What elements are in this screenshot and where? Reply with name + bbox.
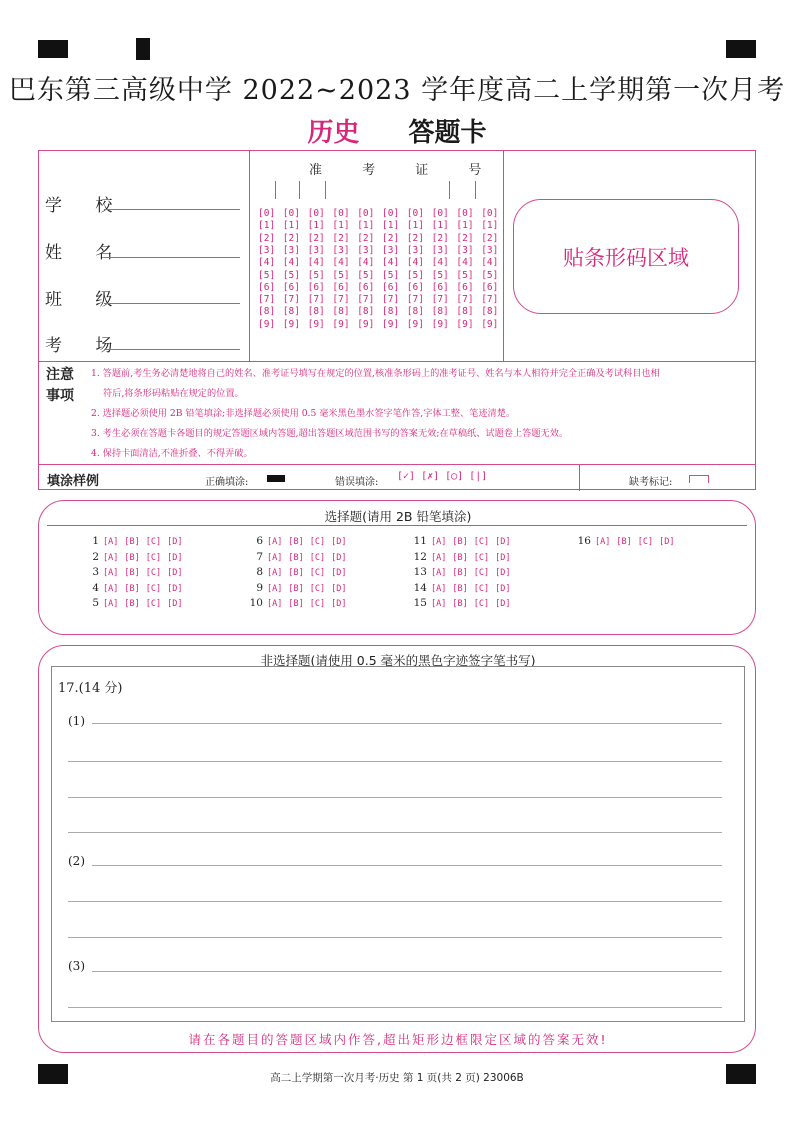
exam-digit-cell[interactable]: [1] (456, 220, 474, 232)
option-bubble[interactable]: [B] (452, 537, 468, 547)
info-box (38, 150, 756, 490)
choice-title: 选择题(请用 2B 铅笔填涂) (324, 509, 472, 524)
exam-digit-cell[interactable]: [5] (282, 269, 300, 281)
exam-number-box-divider (299, 181, 300, 199)
exam-digit-cell[interactable]: [1] (431, 220, 449, 232)
option-bubble[interactable]: [C] (145, 568, 162, 578)
option-bubble[interactable]: [B] (124, 583, 140, 594)
note-item: 3. 考生必须在答题卡各题目的规定答题区域内答题,超出答题区域范围书写的答案无效;在草稿纸、试题卷上答题无效。 (91, 428, 569, 439)
option-bubble[interactable]: [D] (495, 537, 511, 547)
exam-digit-cell[interactable]: [5] (431, 269, 449, 281)
option-bubble[interactable]: [C] (473, 537, 490, 547)
exam-digit-cell[interactable]: [3] (406, 244, 424, 256)
exam-digit-cell[interactable]: [3] (282, 244, 300, 256)
option-bubble[interactable]: [B] (288, 537, 304, 547)
option-bubble[interactable]: [A] (103, 537, 119, 547)
answer-line[interactable] (68, 1007, 722, 1008)
exam-digit-cell[interactable]: [0] (406, 208, 424, 219)
exam-digit-cell[interactable]: [3] (431, 244, 449, 256)
field-label-name: 姓 名 (45, 243, 127, 263)
exam-digit-cell[interactable]: [1] (406, 220, 424, 232)
exam-digit-cell[interactable]: [6] (481, 281, 499, 293)
essay-section (38, 645, 756, 1053)
exam-digit-cell[interactable]: [0] (456, 208, 474, 219)
essay-answer-area[interactable] (51, 666, 745, 1022)
option-bubble[interactable]: [B] (288, 568, 304, 578)
essay-title: 非选择题(请使用 0.5 毫米的黑色字迹签字笔书写) (260, 653, 536, 668)
exam-digit-cell[interactable]: [1] (258, 220, 276, 232)
option-bubble[interactable]: [C] (473, 599, 490, 609)
answer-line[interactable] (68, 937, 722, 938)
choice-question-9 (245, 582, 352, 594)
exam-digit-cell[interactable]: [8] (332, 306, 350, 318)
sample-wrong-label: 错误填涂: (335, 477, 379, 488)
exam-digit-cell[interactable]: [6] (456, 281, 474, 293)
barcode-area: 贴条形码区域 (513, 199, 739, 314)
exam-digit-cell[interactable]: [7] (357, 294, 375, 306)
page-footer: 高二上学期第一次月考·历史 第 1 页(共 2 页) 23006B (270, 1072, 524, 1084)
option-bubble[interactable]: [A] (431, 552, 447, 563)
exam-digit-cell[interactable]: [4] (258, 257, 276, 269)
divider-fields (249, 151, 250, 361)
exam-digit-cell[interactable]: [5] (456, 269, 474, 281)
option-bubble[interactable]: [B] (452, 568, 468, 578)
option-bubble[interactable]: [A] (267, 568, 283, 578)
field-line-room[interactable] (104, 333, 240, 350)
exam-digit-cell[interactable]: [1] (481, 220, 499, 232)
subject-row (0, 112, 794, 149)
exam-digit-cell[interactable]: [3] (332, 244, 350, 256)
absent-label: 缺考标记: (629, 477, 673, 488)
exam-digit-cell[interactable]: [8] (258, 306, 276, 318)
exam-digit-cell[interactable]: [6] (431, 281, 449, 293)
choice-question-13 (409, 566, 516, 578)
exam-digit-cell[interactable]: [0] (258, 208, 276, 219)
question-number: 6 (256, 535, 263, 547)
question-number: 11 (413, 535, 427, 547)
answer-line[interactable] (68, 832, 722, 833)
note-item: 2. 选择题必须使用 2B 铅笔填涂;非选择题必须使用 0.5 毫米黑色墨水签字笔作答,字体工整、笔迹清楚。 (91, 408, 516, 419)
option-bubble[interactable]: [D] (331, 568, 347, 578)
sample-row (39, 465, 755, 491)
exam-digit-cell[interactable]: [2] (382, 232, 400, 244)
exam-digit-cell[interactable]: [7] (431, 294, 449, 306)
exam-digit-cell[interactable]: [2] (406, 232, 424, 244)
exam-digit-cell[interactable]: [1] (307, 220, 325, 232)
answer-line[interactable] (68, 901, 722, 902)
question-number: 3 (92, 566, 99, 578)
question-number: 4 (92, 581, 99, 594)
exam-digit-cell[interactable]: [7] (258, 294, 276, 306)
option-bubble[interactable]: [D] (167, 568, 183, 578)
question-number: 14 (413, 581, 427, 594)
exam-digit-cell[interactable]: [8] (382, 306, 400, 318)
answer-line[interactable] (92, 971, 722, 972)
option-bubble[interactable]: [A] (103, 568, 119, 578)
part-1-label: (1) (68, 714, 85, 728)
exam-digit-cell[interactable]: [1] (282, 220, 300, 232)
exam-digit-cell[interactable]: [5] (481, 269, 499, 281)
exam-digit-cell[interactable]: [9] (406, 318, 424, 330)
exam-digit-cell[interactable]: [6] (357, 281, 375, 293)
exam-digit-cell[interactable]: [0] (481, 208, 499, 219)
exam-digit-cell[interactable]: [2] (282, 232, 300, 244)
exam-digit-cell[interactable]: [8] (282, 306, 300, 318)
option-bubble[interactable]: [A] (431, 599, 447, 609)
exam-digit-cell[interactable]: [2] (431, 232, 449, 244)
choice-question-10 (245, 597, 352, 609)
option-bubble[interactable]: [D] (495, 568, 511, 578)
option-bubble[interactable]: [A] (103, 552, 119, 563)
field-line-name[interactable] (104, 241, 240, 258)
option-bubble[interactable]: [C] (473, 552, 490, 563)
exam-digit-cell[interactable]: [4] (357, 257, 375, 269)
exam-digit-cell[interactable]: [6] (282, 281, 300, 293)
exam-digit-cell[interactable]: [0] (332, 208, 350, 219)
option-bubble[interactable]: [C] (309, 552, 326, 563)
question-number: 9 (256, 581, 263, 594)
sample-wrong-marks: [✓] [✗] [◯] [|] (397, 471, 488, 482)
exam-digit-cell[interactable]: [4] (332, 257, 350, 269)
exam-digit-cell[interactable]: [0] (307, 208, 325, 219)
exam-digit-cell[interactable]: [0] (282, 208, 300, 219)
exam-digit-cell[interactable]: [8] (456, 306, 474, 318)
exam-digit-cell[interactable]: [8] (481, 306, 499, 318)
answer-line[interactable] (68, 797, 722, 798)
question-number: 7 (256, 550, 263, 563)
option-bubble[interactable]: [C] (145, 599, 162, 609)
registration-mark-top-right (726, 40, 756, 58)
exam-digit-cell[interactable]: [2] (258, 232, 276, 244)
option-bubble[interactable]: [A] (267, 599, 283, 609)
choice-question-3 (81, 566, 188, 578)
option-bubble[interactable]: [B] (616, 537, 632, 547)
exam-digit-cell[interactable]: [9] (357, 318, 375, 330)
option-bubble[interactable]: [D] (167, 583, 183, 594)
question-number: 12 (413, 550, 427, 563)
question-number: 13 (413, 566, 427, 578)
question-number: 1 (92, 535, 99, 547)
option-bubble[interactable]: [C] (473, 583, 490, 594)
question-number: 16 (577, 535, 591, 547)
absent-box[interactable] (689, 475, 709, 483)
exam-digit-cell[interactable]: [7] (307, 294, 325, 306)
exam-digit-cell[interactable]: [6] (382, 281, 400, 293)
choice-question-8 (245, 566, 352, 578)
field-label-school: 学 校 (45, 196, 127, 216)
subject-name: 历史 (307, 118, 360, 148)
sample-correct-label: 正确填涂: (205, 477, 249, 488)
option-bubble[interactable]: [A] (431, 537, 447, 547)
exam-number-box-divider (475, 181, 476, 199)
option-bubble[interactable]: [B] (124, 599, 140, 609)
sample-correct-mark (267, 475, 285, 482)
exam-digit-cell[interactable]: [9] (258, 318, 276, 330)
warning-text: 请在各题目的答题区域内作答,超出矩形边框限定区域的答案无效! (188, 1032, 608, 1047)
option-bubble[interactable]: [C] (309, 537, 326, 547)
divider-notes (39, 361, 755, 362)
choice-question-12 (409, 551, 516, 563)
exam-digit-cell[interactable]: [3] (357, 244, 375, 256)
exam-digit-cell[interactable]: [8] (357, 306, 375, 318)
exam-digit-cell[interactable]: [6] (332, 281, 350, 293)
card-type: 答题卡 (408, 118, 487, 148)
choice-question-11 (409, 535, 516, 547)
choice-question-6 (245, 535, 352, 547)
exam-digit-cell[interactable]: [5] (332, 269, 350, 281)
exam-digit-cell[interactable]: [9] (307, 318, 325, 330)
choice-question-1 (81, 535, 188, 547)
question-17-label: 17.(14 分) (58, 681, 123, 696)
divider-barcode (503, 151, 504, 361)
exam-digit-cell[interactable]: [4] (382, 257, 400, 269)
option-bubble[interactable]: [D] (659, 537, 675, 547)
exam-digit-cell[interactable]: [7] (382, 294, 400, 306)
exam-digit-cell[interactable]: [0] (431, 208, 449, 219)
note-item: 符后,将条形码粘贴在规定的位置。 (103, 388, 244, 399)
option-bubble[interactable]: [B] (288, 599, 304, 609)
option-bubble[interactable]: [B] (288, 552, 304, 563)
exam-digit-cell[interactable]: [4] (456, 257, 474, 269)
exam-digit-cell[interactable]: [0] (357, 208, 375, 219)
exam-digit-cell[interactable]: [2] (481, 232, 499, 244)
part-3-label: (3) (68, 959, 85, 973)
option-bubble[interactable]: [C] (309, 599, 326, 609)
field-label-room: 考 场 (45, 336, 127, 356)
exam-digit-cell[interactable]: [5] (258, 269, 276, 281)
exam-digit-cell[interactable]: [5] (406, 269, 424, 281)
option-bubble[interactable]: [C] (637, 537, 654, 547)
exam-number-box-divider (275, 181, 276, 199)
exam-digit-cell[interactable]: [3] (307, 244, 325, 256)
option-bubble[interactable]: [A] (267, 552, 283, 563)
sample-divider (579, 465, 580, 491)
option-bubble[interactable]: [D] (495, 583, 511, 594)
exam-digit-cell[interactable]: [3] (258, 244, 276, 256)
exam-digit-cell[interactable]: [5] (357, 269, 375, 281)
option-bubble[interactable]: [D] (167, 537, 183, 547)
option-bubble[interactable]: [A] (431, 583, 447, 594)
choice-question-7 (245, 551, 352, 563)
part-2-label: (2) (68, 854, 85, 868)
choice-question-4 (81, 582, 188, 594)
note-item: 1. 答题前,考生务必清楚地将自己的姓名、准考证号填写在规定的位置,核准条形码上的准考证号、姓名与本人相符并完全正确及考试科目也相 (91, 368, 660, 379)
option-bubble[interactable]: [B] (124, 568, 140, 578)
exam-digit-cell[interactable]: [6] (307, 281, 325, 293)
exam-digit-cell[interactable]: [2] (357, 232, 375, 244)
exam-digit-cell[interactable]: [0] (382, 208, 400, 219)
question-number: 8 (256, 566, 263, 578)
answer-line[interactable] (68, 761, 722, 762)
exam-digit-cell[interactable]: [9] (456, 318, 474, 330)
exam-digit-cell[interactable]: [7] (481, 294, 499, 306)
answer-line[interactable] (92, 723, 722, 724)
option-bubble[interactable]: [A] (103, 583, 119, 594)
exam-digit-cell[interactable]: [2] (332, 232, 350, 244)
exam-digit-cell[interactable]: [2] (456, 232, 474, 244)
option-bubble[interactable]: [A] (267, 583, 283, 594)
exam-number-title: 准 考 证 号 (309, 163, 500, 178)
exam-digit-cell[interactable]: [1] (357, 220, 375, 232)
option-bubble[interactable]: [C] (473, 568, 490, 578)
question-number: 15 (413, 597, 427, 609)
option-bubble[interactable]: [D] (331, 599, 347, 609)
note-item: 4. 保持卡面清洁,不准折叠、不得弄破。 (91, 448, 253, 459)
choice-question-16 (573, 535, 680, 547)
registration-mark-top-center (136, 38, 150, 60)
exam-digit-cell[interactable]: [9] (282, 318, 300, 330)
option-bubble[interactable]: [D] (167, 599, 183, 609)
exam-digit-cell[interactable]: [5] (382, 269, 400, 281)
registration-mark-top-left (38, 40, 68, 58)
field-line-school[interactable] (104, 193, 240, 210)
option-bubble[interactable]: [A] (103, 599, 119, 609)
option-bubble[interactable]: [A] (431, 568, 447, 578)
exam-digit-cell[interactable]: [4] (282, 257, 300, 269)
exam-digit-cell[interactable]: [7] (456, 294, 474, 306)
option-bubble[interactable]: [D] (331, 583, 347, 594)
option-bubble[interactable]: [C] (309, 568, 326, 578)
exam-digit-cell[interactable]: [5] (307, 269, 325, 281)
exam-digit-cell[interactable]: [3] (382, 244, 400, 256)
exam-digit-cell[interactable]: [9] (332, 318, 350, 330)
option-bubble[interactable]: [D] (331, 552, 347, 563)
field-label-class: 班 级 (45, 290, 127, 310)
exam-digit-cell[interactable]: [8] (431, 306, 449, 318)
exam-digit-cell[interactable]: [4] (431, 257, 449, 269)
option-bubble[interactable]: [C] (309, 583, 326, 594)
notes-label: 注意事项 (46, 367, 74, 404)
option-bubble[interactable]: [B] (452, 599, 468, 609)
exam-digit-cell[interactable]: [3] (456, 244, 474, 256)
option-bubble[interactable]: [D] (495, 599, 511, 609)
choice-question-2 (81, 551, 188, 563)
choice-section (38, 500, 756, 635)
field-line-class[interactable] (104, 287, 240, 304)
exam-digit-cell[interactable]: [1] (382, 220, 400, 232)
option-bubble[interactable]: [A] (267, 537, 283, 547)
choice-question-5 (81, 597, 188, 609)
exam-digit-cell[interactable]: [8] (307, 306, 325, 318)
option-bubble[interactable]: [B] (452, 552, 468, 563)
option-bubble[interactable]: [B] (452, 583, 468, 594)
sample-label: 填涂样例 (47, 474, 100, 489)
exam-number-box-divider (449, 181, 450, 199)
exam-digit-cell[interactable]: [8] (406, 306, 424, 318)
page-title: 巴东第三高级中学 2022~2023 学年度高二上学期第一次月考 (8, 75, 786, 106)
exam-digit-cell[interactable]: [2] (307, 232, 325, 244)
exam-digit-cell[interactable]: [6] (258, 281, 276, 293)
exam-digit-cell[interactable]: [3] (481, 244, 499, 256)
question-number: 2 (92, 550, 99, 563)
exam-digit-cell[interactable]: [7] (282, 294, 300, 306)
exam-digit-cell[interactable]: [6] (406, 281, 424, 293)
option-bubble[interactable]: [D] (495, 552, 511, 563)
option-bubble[interactable]: [C] (145, 537, 162, 547)
option-bubble[interactable]: [C] (145, 552, 162, 563)
option-bubble[interactable]: [B] (124, 537, 140, 547)
exam-digit-cell[interactable]: [4] (307, 257, 325, 269)
option-bubble[interactable]: [D] (331, 537, 347, 547)
choice-question-15 (409, 597, 516, 609)
exam-digit-cell[interactable]: [7] (406, 294, 424, 306)
option-bubble[interactable]: [C] (145, 583, 162, 594)
exam-digit-cell[interactable]: [4] (406, 257, 424, 269)
exam-digit-cell[interactable]: [9] (382, 318, 400, 330)
question-number: 10 (249, 597, 263, 609)
choice-question-14 (409, 582, 516, 594)
exam-digit-cell[interactable]: [9] (431, 318, 449, 330)
exam-digit-cell[interactable]: [7] (332, 294, 350, 306)
exam-digit-cell[interactable]: [9] (481, 318, 499, 330)
question-number: 5 (92, 597, 99, 609)
option-bubble[interactable]: [D] (167, 552, 183, 563)
choice-title-line (47, 525, 747, 526)
option-bubble[interactable]: [A] (595, 537, 611, 547)
exam-digit-cell[interactable]: [1] (332, 220, 350, 232)
answer-line[interactable] (92, 865, 722, 866)
option-bubble[interactable]: [B] (124, 552, 140, 563)
exam-digit-cell[interactable]: [4] (481, 257, 499, 269)
exam-number-box-divider (325, 181, 326, 199)
option-bubble[interactable]: [B] (288, 583, 304, 594)
